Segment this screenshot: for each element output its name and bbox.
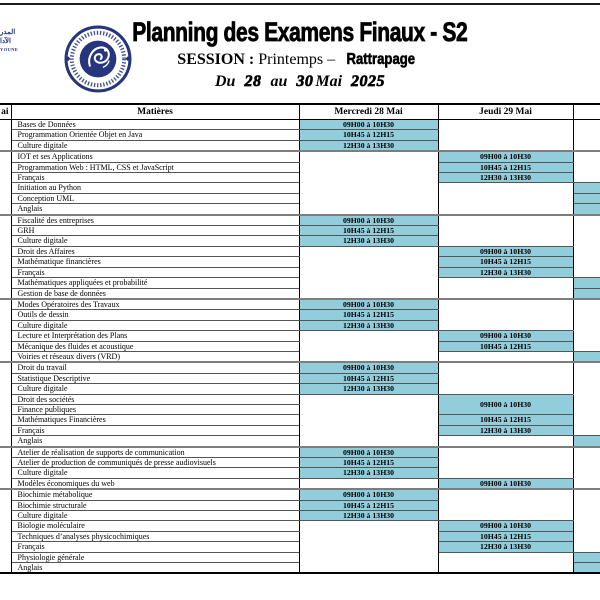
exam-time-cell: 09H00 à 10H30 xyxy=(438,478,573,489)
exam-time-cell: 10H45 à 12H15 xyxy=(299,310,438,320)
empty-cell xyxy=(573,120,600,152)
col-header-jeudi: Jeudi 29 Mai xyxy=(438,104,573,120)
exam-time-cell: 12H30 à 13H30 xyxy=(299,236,438,246)
exam-time-cell: 09H00 à 10H30 xyxy=(438,151,573,162)
subject-cell: Droit du travail xyxy=(11,362,299,373)
exam-row xyxy=(0,331,600,341)
exam-time-cell: 12H30 à 13H30 xyxy=(299,384,438,394)
empty-cell xyxy=(299,478,438,489)
exam-row xyxy=(0,362,600,373)
exam-row xyxy=(0,478,600,489)
subject-cell: Conception UML xyxy=(11,193,299,203)
subject-cell: Culture digitale xyxy=(11,236,299,246)
left-cropped-cell xyxy=(0,151,11,214)
date-month: Mai xyxy=(315,73,343,90)
exam-time-cell: 09H00 à 10H30 xyxy=(438,394,573,415)
exam-time-cell: 09H00 à 10H30 xyxy=(299,362,438,373)
date-year: 2025 xyxy=(351,73,386,90)
subject-cell: Culture digitale xyxy=(11,468,299,478)
subject-cell: IOT et ses Applications xyxy=(11,151,299,162)
session-dash: – xyxy=(327,51,336,68)
date-word-du: Du xyxy=(214,73,236,90)
session-type: Rattrapage xyxy=(346,51,416,68)
exam-time-cell-cropped xyxy=(573,563,600,574)
exam-row xyxy=(0,151,600,162)
exam-time-cell: 10H45 à 12H15 xyxy=(299,130,438,140)
empty-cell xyxy=(438,552,573,573)
exam-time-cell: 10H45 à 12H15 xyxy=(299,373,438,383)
subject-cell: Anglais xyxy=(11,204,299,215)
exam-time-cell: 09H00 à 10H30 xyxy=(438,246,573,256)
exam-time-cell-cropped xyxy=(573,204,600,215)
empty-cell xyxy=(573,299,600,352)
empty-cell xyxy=(438,447,573,479)
subject-cell: Mathématiques appliquées et probabilité xyxy=(11,278,299,288)
exam-time-cell: 12H30 à 13H30 xyxy=(438,173,573,183)
subject-cell: Mathématique financières xyxy=(11,257,299,267)
subject-cell: Culture digitale xyxy=(11,384,299,394)
empty-cell xyxy=(573,447,600,490)
exam-time-cell: 10H45 à 12H15 xyxy=(438,415,573,425)
subject-cell: Anglais xyxy=(11,563,299,574)
org-latin-line: YOUNE xyxy=(0,46,19,52)
exam-time-cell-cropped xyxy=(573,193,600,203)
date-end-day: 30 xyxy=(296,73,314,90)
exam-time-cell: 10H45 à 12H15 xyxy=(438,257,573,267)
left-cropped-cell xyxy=(0,489,11,573)
subject-cell: Programmation Web : HTML, CSS et JavaScript xyxy=(11,162,299,172)
session-label: SESSION : xyxy=(177,51,255,68)
exam-time-cell: 10H45 à 12H15 xyxy=(438,341,573,351)
subject-cell: Lecture et Interprétation des Plans xyxy=(11,331,299,341)
exam-time-cell: 10H45 à 12H15 xyxy=(438,531,573,541)
program-section xyxy=(0,489,600,573)
exam-time-cell: 12H30 à 13H30 xyxy=(438,542,573,552)
exam-time-cell: 12H30 à 13H30 xyxy=(438,425,573,435)
empty-cell xyxy=(573,489,600,552)
exam-time-cell: 10H45 à 12H15 xyxy=(299,500,438,510)
exam-row xyxy=(0,246,600,256)
empty-cell xyxy=(438,120,573,152)
page-top-border xyxy=(0,3,600,5)
exam-table xyxy=(0,103,600,574)
exam-time-cell-cropped xyxy=(573,552,600,562)
document-header xyxy=(0,18,600,91)
exam-time-cell: 12H30 à 13H30 xyxy=(438,267,573,277)
exam-row xyxy=(0,299,600,310)
exam-row xyxy=(0,447,600,458)
left-cropped-cell xyxy=(0,215,11,299)
empty-cell xyxy=(573,151,600,183)
empty-cell xyxy=(299,331,438,363)
subject-cell: Anglais xyxy=(11,436,299,447)
subject-cell: Outils de dessin xyxy=(11,310,299,320)
subject-cell: GRH xyxy=(11,226,299,236)
left-cropped-cell xyxy=(0,362,11,446)
exam-time-cell: 10H45 à 12H15 xyxy=(299,458,438,468)
session-line xyxy=(0,51,600,69)
empty-cell xyxy=(438,183,573,215)
left-cropped-cell xyxy=(0,120,11,152)
subject-cell: Statistique Descriptive xyxy=(11,373,299,383)
empty-cell xyxy=(573,215,600,278)
subject-cell: Culture digitale xyxy=(11,140,299,151)
exam-time-cell: 10H45 à 12H15 xyxy=(299,226,438,236)
org-arabic-line2: الآدا xyxy=(0,37,11,46)
empty-cell xyxy=(299,521,438,574)
date-word-au: au xyxy=(270,73,288,90)
subject-cell: Culture digitale xyxy=(11,511,299,521)
program-section xyxy=(0,151,600,214)
subject-cell: Mécanique des fluides et acoustique xyxy=(11,341,299,351)
subject-cell: Modèles économiques du web xyxy=(11,478,299,489)
exam-time-cell: 12H30 à 13H30 xyxy=(299,140,438,151)
col-header-cropped-left: ai xyxy=(0,104,11,120)
exam-time-cell-cropped xyxy=(573,351,600,362)
exam-time-cell: 09H00 à 10H30 xyxy=(299,215,438,226)
col-header-cropped-right xyxy=(573,104,600,120)
exam-time-cell: 09H00 à 10H30 xyxy=(299,120,438,130)
empty-cell xyxy=(299,394,438,447)
session-value: Printemps xyxy=(258,51,324,68)
subject-cell: Français xyxy=(11,267,299,277)
subject-cell: Atelier de production de communiqués de presse audiovisuels xyxy=(11,458,299,468)
program-section xyxy=(0,362,600,446)
program-section xyxy=(0,120,600,152)
subject-cell: Droit des sociétés xyxy=(11,394,299,404)
exam-row xyxy=(0,394,600,404)
header-row xyxy=(0,104,600,120)
subject-cell: Initiation au Python xyxy=(11,183,299,193)
exam-time-cell: 09H00 à 10H30 xyxy=(299,299,438,310)
subject-cell: Fiscalité des entreprises xyxy=(11,215,299,226)
subject-cell: Modes Opératoires des Travaux xyxy=(11,299,299,310)
exam-row xyxy=(0,120,600,130)
subject-cell: Physiologie générale xyxy=(11,552,299,562)
date-range-line xyxy=(0,73,600,91)
subject-cell: Biochimie structurale xyxy=(11,500,299,510)
exam-table-header xyxy=(0,104,600,120)
exam-time-cell: 09H00 à 10H30 xyxy=(438,331,573,341)
exam-row xyxy=(0,215,600,226)
exam-row xyxy=(0,489,600,500)
subject-cell: Biochimie métabolique xyxy=(11,489,299,500)
exam-time-cell: 09H00 à 10H30 xyxy=(299,447,438,458)
empty-cell xyxy=(299,246,438,299)
empty-cell xyxy=(438,278,573,299)
page-title: Planning des Examens Finaux - S2 xyxy=(132,17,468,47)
subject-cell: Français xyxy=(11,542,299,552)
subject-cell: Gestion de base de données xyxy=(11,288,299,299)
program-section xyxy=(0,299,600,362)
empty-cell xyxy=(438,489,573,521)
subject-cell: Bases de Données xyxy=(11,120,299,130)
empty-cell xyxy=(438,351,573,362)
empty-cell xyxy=(438,299,573,331)
exam-time-cell-cropped xyxy=(573,288,600,299)
subject-cell: Finance publiques xyxy=(11,404,299,414)
exam-time-cell: 09H00 à 10H30 xyxy=(299,489,438,500)
org-arabic-line1: المدر xyxy=(0,28,16,36)
exam-time-cell: 12H30 à 13H30 xyxy=(299,320,438,330)
exam-time-cell: 10H45 à 12H15 xyxy=(438,162,573,172)
subject-cell: Français xyxy=(11,173,299,183)
exam-time-cell-cropped xyxy=(573,278,600,288)
exam-row xyxy=(0,521,600,531)
subject-cell: Culture digitale xyxy=(11,320,299,330)
program-section xyxy=(0,215,600,299)
exam-time-cell-cropped xyxy=(573,436,600,447)
exam-time-cell: 12H30 à 13H30 xyxy=(299,468,438,478)
empty-cell xyxy=(573,362,600,435)
empty-cell xyxy=(299,151,438,214)
empty-cell xyxy=(438,215,573,247)
subject-cell: Voiries et réseaux divers (VRD) xyxy=(11,351,299,362)
col-header-matieres: Matières xyxy=(11,104,299,120)
left-cropped-cell xyxy=(0,299,11,362)
subject-cell: Mathématiques Financières xyxy=(11,415,299,425)
exam-time-cell: 12H30 à 13H30 xyxy=(299,511,438,521)
subject-cell: Atelier de réalisation de supports de communication xyxy=(11,447,299,458)
empty-cell xyxy=(438,362,573,394)
exam-time-cell: 09H00 à 10H30 xyxy=(438,521,573,531)
subject-cell: Biologie moléculaire xyxy=(11,521,299,531)
subject-cell: Programmation Orientée Objet en Java xyxy=(11,130,299,140)
empty-cell xyxy=(438,436,573,447)
date-start-day: 28 xyxy=(244,73,262,90)
col-header-mercredi: Mercredi 28 Mai xyxy=(299,104,438,120)
left-cropped-cell xyxy=(0,447,11,490)
program-section xyxy=(0,447,600,490)
subject-cell: Droit des Affaires xyxy=(11,246,299,256)
subject-cell: Techniques d’analyses physicochimiques xyxy=(11,531,299,541)
subject-cell: Français xyxy=(11,425,299,435)
exam-time-cell-cropped xyxy=(573,183,600,193)
